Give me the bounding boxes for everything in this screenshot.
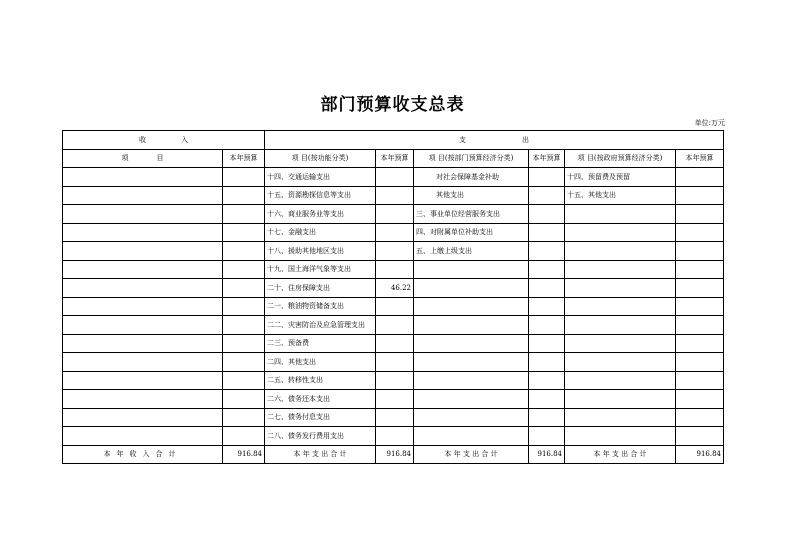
gov-amount-cell bbox=[676, 316, 724, 335]
table-row bbox=[63, 408, 724, 427]
dept-amount-cell bbox=[529, 168, 565, 187]
col-gov-header: 项 目(按政府预算经济分类) bbox=[565, 149, 676, 168]
gov-amount-cell bbox=[676, 390, 724, 409]
col-item-header: 项 目 bbox=[63, 149, 223, 168]
income-item-cell bbox=[63, 242, 223, 261]
dept-item-cell: 三、事业单位经营服务支出 bbox=[414, 205, 529, 224]
gov-amount-cell bbox=[676, 260, 724, 279]
table-row bbox=[63, 168, 724, 187]
gov-amount-cell bbox=[676, 427, 724, 446]
page-title: 部门预算收支总表 bbox=[320, 95, 465, 115]
gov-item-cell bbox=[565, 223, 676, 242]
expense-total-label: 本 年 支 出 合 计 bbox=[414, 445, 529, 464]
table-row bbox=[63, 427, 724, 446]
dept-item-cell bbox=[414, 353, 529, 372]
dept-item-cell bbox=[414, 279, 529, 298]
table-row bbox=[63, 205, 724, 224]
func-item-cell: 十八、援助其他地区支出 bbox=[265, 242, 376, 261]
gov-amount-cell bbox=[676, 168, 724, 187]
income-amount-cell bbox=[223, 390, 265, 409]
table-row bbox=[63, 334, 724, 353]
gov-item-cell bbox=[565, 408, 676, 427]
dept-amount-cell bbox=[529, 353, 565, 372]
gov-item-cell bbox=[565, 279, 676, 298]
func-item-cell: 十五、资源勘探信息等支出 bbox=[265, 186, 376, 205]
col-func-header: 项 目(按功能分类) bbox=[265, 149, 376, 168]
gov-item-cell: 十四、预留费及预留 bbox=[565, 168, 676, 187]
func-item-cell: 二十、住房保障支出 bbox=[265, 279, 376, 298]
income-amount-cell bbox=[223, 427, 265, 446]
func-amount-cell bbox=[376, 260, 414, 279]
income-amount-cell bbox=[223, 297, 265, 316]
gov-item-cell bbox=[565, 205, 676, 224]
col-budget-header: 本年预算 bbox=[376, 149, 414, 168]
gov-amount-cell bbox=[676, 353, 724, 372]
income-item-cell bbox=[63, 408, 223, 427]
income-item-cell bbox=[63, 427, 223, 446]
func-amount-cell bbox=[376, 390, 414, 409]
dept-amount-cell bbox=[529, 223, 565, 242]
table-row bbox=[63, 223, 724, 242]
income-amount-cell bbox=[223, 205, 265, 224]
func-amount-cell bbox=[376, 316, 414, 335]
income-amount-cell bbox=[223, 316, 265, 335]
func-item-cell: 二二、灾害防治及应急管理支出 bbox=[265, 316, 376, 335]
func-amount-cell bbox=[376, 334, 414, 353]
income-amount-cell bbox=[223, 279, 265, 298]
gov-amount-cell bbox=[676, 205, 724, 224]
income-amount-cell bbox=[223, 242, 265, 261]
gov-item-cell bbox=[565, 427, 676, 446]
func-amount-cell bbox=[376, 408, 414, 427]
dept-amount-cell bbox=[529, 371, 565, 390]
func-item-cell: 二五、转移性支出 bbox=[265, 371, 376, 390]
table-row bbox=[63, 186, 724, 205]
income-amount-cell bbox=[223, 408, 265, 427]
dept-amount-cell bbox=[529, 316, 565, 335]
dept-item-cell bbox=[414, 334, 529, 353]
dept-item-cell: 四、对附属单位补助支出 bbox=[414, 223, 529, 242]
gov-amount-cell bbox=[676, 279, 724, 298]
dept-amount-cell bbox=[529, 260, 565, 279]
income-amount-cell bbox=[223, 186, 265, 205]
gov-item-cell: 十五、其他支出 bbox=[565, 186, 676, 205]
dept-amount-cell bbox=[529, 297, 565, 316]
income-amount-cell bbox=[223, 353, 265, 372]
func-amount-cell bbox=[376, 297, 414, 316]
dept-amount-cell bbox=[529, 408, 565, 427]
func-item-cell: 二七、债务付息支出 bbox=[265, 408, 376, 427]
header-row-2 bbox=[63, 149, 724, 168]
gov-amount-cell bbox=[676, 186, 724, 205]
income-item-cell bbox=[63, 260, 223, 279]
table-row bbox=[63, 260, 724, 279]
func-item-cell: 二一、粮油物资储备支出 bbox=[265, 297, 376, 316]
col-budget-header: 本年预算 bbox=[676, 149, 724, 168]
dept-item-cell bbox=[414, 260, 529, 279]
gov-amount-cell bbox=[676, 297, 724, 316]
gov-item-cell bbox=[565, 353, 676, 372]
dept-item-cell bbox=[414, 427, 529, 446]
expense-header: 支 出 bbox=[265, 131, 724, 150]
func-item-cell: 二三、预备费 bbox=[265, 334, 376, 353]
income-amount-cell bbox=[223, 371, 265, 390]
gov-amount-cell bbox=[676, 334, 724, 353]
gov-total-amount: 916.84 bbox=[676, 445, 724, 464]
gov-amount-cell bbox=[676, 408, 724, 427]
dept-amount-cell bbox=[529, 242, 565, 261]
table-row bbox=[63, 390, 724, 409]
dept-item-cell bbox=[414, 297, 529, 316]
func-item-cell: 二六、债务还本支出 bbox=[265, 390, 376, 409]
dept-amount-cell bbox=[529, 390, 565, 409]
income-item-cell bbox=[63, 223, 223, 242]
col-dept-header: 项 目(按部门预算经济分类) bbox=[414, 149, 529, 168]
gov-amount-cell bbox=[676, 371, 724, 390]
dept-amount-cell bbox=[529, 279, 565, 298]
func-amount-cell: 46.22 bbox=[376, 279, 414, 298]
func-amount-cell bbox=[376, 168, 414, 187]
gov-item-cell bbox=[565, 371, 676, 390]
func-item-cell: 十六、商业服务业等支出 bbox=[265, 205, 376, 224]
func-amount-cell bbox=[376, 242, 414, 261]
expense-total-label: 本 年 支 出 合 计 bbox=[565, 445, 676, 464]
income-item-cell bbox=[63, 334, 223, 353]
dept-item-cell: 五、上缴上级支出 bbox=[414, 242, 529, 261]
table-row bbox=[63, 371, 724, 390]
gov-item-cell bbox=[565, 390, 676, 409]
income-item-cell bbox=[63, 297, 223, 316]
dept-total-amount: 916.84 bbox=[529, 445, 565, 464]
dept-item-cell bbox=[414, 408, 529, 427]
income-item-cell bbox=[63, 168, 223, 187]
table-row bbox=[63, 353, 724, 372]
income-total-amount: 916.84 bbox=[223, 445, 265, 464]
income-item-cell bbox=[63, 205, 223, 224]
expense-total-label: 本 年 支 出 合 计 bbox=[265, 445, 376, 464]
func-amount-cell bbox=[376, 186, 414, 205]
table-row bbox=[63, 279, 724, 298]
income-amount-cell bbox=[223, 168, 265, 187]
income-item-cell bbox=[63, 353, 223, 372]
table-row bbox=[63, 316, 724, 335]
func-item-cell: 二四、其他支出 bbox=[265, 353, 376, 372]
dept-item-cell bbox=[414, 390, 529, 409]
income-amount-cell bbox=[223, 223, 265, 242]
func-total-amount: 916.84 bbox=[376, 445, 414, 464]
dept-item-cell: 其他支出 bbox=[414, 186, 529, 205]
budget-table bbox=[62, 130, 724, 464]
income-amount-cell bbox=[223, 260, 265, 279]
dept-item-cell bbox=[414, 371, 529, 390]
func-amount-cell bbox=[376, 205, 414, 224]
dept-amount-cell bbox=[529, 334, 565, 353]
func-amount-cell bbox=[376, 427, 414, 446]
gov-item-cell bbox=[565, 316, 676, 335]
table-row bbox=[63, 242, 724, 261]
func-amount-cell bbox=[376, 353, 414, 372]
gov-amount-cell bbox=[676, 223, 724, 242]
col-budget-header: 本年预算 bbox=[529, 149, 565, 168]
gov-item-cell bbox=[565, 297, 676, 316]
func-item-cell: 十四、交通运输支出 bbox=[265, 168, 376, 187]
gov-item-cell bbox=[565, 260, 676, 279]
dept-item-cell: 对社会保障基金补助 bbox=[414, 168, 529, 187]
income-item-cell bbox=[63, 279, 223, 298]
unit-label: 单位:万元 bbox=[694, 119, 725, 127]
dept-item-cell bbox=[414, 316, 529, 335]
dept-amount-cell bbox=[529, 205, 565, 224]
table-row bbox=[63, 297, 724, 316]
income-item-cell bbox=[63, 390, 223, 409]
func-amount-cell bbox=[376, 371, 414, 390]
gov-amount-cell bbox=[676, 242, 724, 261]
income-item-cell bbox=[63, 371, 223, 390]
income-header: 收 入 bbox=[63, 131, 265, 150]
totals-row bbox=[63, 445, 724, 464]
func-item-cell: 十七、金融支出 bbox=[265, 223, 376, 242]
income-total-label: 本年收入合计 bbox=[63, 445, 223, 464]
gov-item-cell bbox=[565, 334, 676, 353]
dept-amount-cell bbox=[529, 427, 565, 446]
gov-item-cell bbox=[565, 242, 676, 261]
dept-amount-cell bbox=[529, 186, 565, 205]
func-item-cell: 十九、国土海洋气象等支出 bbox=[265, 260, 376, 279]
income-item-cell bbox=[63, 186, 223, 205]
func-item-cell: 二八、债务发行费用支出 bbox=[265, 427, 376, 446]
income-amount-cell bbox=[223, 334, 265, 353]
col-budget-header: 本年预算 bbox=[223, 149, 265, 168]
income-item-cell bbox=[63, 316, 223, 335]
func-amount-cell bbox=[376, 223, 414, 242]
header-row-1 bbox=[63, 131, 724, 150]
